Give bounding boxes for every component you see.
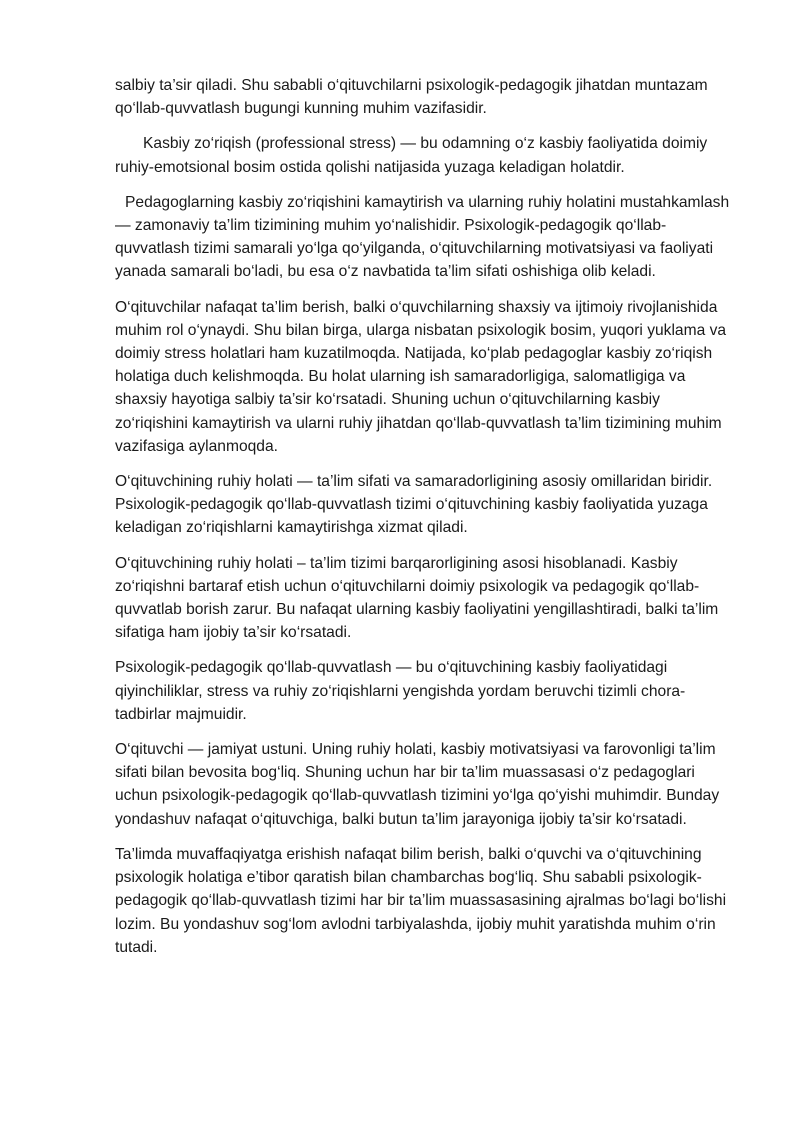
paragraph-continuation: salbiy ta’sir qiladi. Shu sababli o‘qituvchilarni psixologik-pedagogik jihatdan muntazam qo‘llab-quvvatlash bugungi kunning muhim vazifasidir.	[115, 77, 708, 118]
paragraph-mental-state-stability: O‘qituvchining ruhiy holati – ta’lim tizimi barqarorligining asosi hisoblanadi. Kasbiy zo‘riqishni bartaraf etish uchun o‘qituvchilarni doimiy psixologik va pedagogik qo‘llab-quvvatlab borish zarur. Bu nafaqat ularning kasbiy faoliyatini yengillashtiradi, balki ta’lim sifatiga ham ijobiy ta’sir ko‘rsatadi.	[115, 554, 719, 642]
paragraph-success-in-education: Ta’limda muvaffaqiyatga erishish nafaqat bilim berish, balki o‘quvchi va o‘qituvchining psixologik holatiga e’tibor qaratish bilan chambarchas bog‘liq. Shu sababli psixologik-pedagogik qo‘llab-quvvatlash tizimi har bir ta’lim muassasasining ajralmas bo‘lagi bo‘lishi lozim. Bu yondashuv sog‘lom avlodni tarbiyalashda, ijobiy muhit yaratishda muhim o‘rin tutadi.	[115, 845, 727, 956]
paragraph-support-definition: Psixologik-pedagogik qo‘llab-quvvatlash — bu o‘qituvchining kasbiy faoliyatidagi qiyinchiliklar, stress va ruhiy zo‘riqishlarni yengishda yordam beruvchi tizimli chora-tadbirlar majmuidir.	[115, 659, 686, 723]
document-page	[115, 74, 731, 971]
paragraph-teachers-role: O‘qituvchilar nafaqat ta’lim berish, balki o‘quvchilarning shaxsiy va ijtimoiy rivojlanishida muhim rol o‘ynaydi. Shu bilan birga, ularga nisbatan psixologik bosim, yuqori yuklama va doimiy stress holatlari ham kuzatilmoqda. Natijada, ko‘plab pedagoglar kasbiy zo‘riqish holatiga duch kelishmoqda. Bu holat ularning ish samaradorligiga, salomatligiga va shaxsiy hayotiga salbiy ta’sir ko‘rsatadi. Shuning uchun o‘qituvchilarning kasbiy zo‘riqishini kamaytirish va ularni ruhiy jihatdan qo‘llab-quvvatlash ta’lim tizimining muhim vazifasiga aylanmoqda.	[115, 298, 727, 455]
paragraph-mental-state-quality: O‘qituvchining ruhiy holati — ta’lim sifati va samaradorligining asosiy omillaridan biridir. Psixologik-pedagogik qo‘llab-quvvatlash tizimi o‘qituvchining kasbiy faoliyatida yuzaga keladigan zo‘riqishlarni kamaytirishga xizmat qiladi.	[115, 473, 713, 537]
paragraph-reducing-stress: Pedagoglarning kasbiy zo‘riqishini kamaytirish va ularning ruhiy holatini mustahkamlash — zamonaviy ta’lim tizimining muhim yo‘nalishidir. Psixologik-pedagogik qo‘llab-quvvatlash tizimi samarali yo‘lga qo‘yilganda, o‘qituvchilarning motivatsiyasi va faoliyati yanada samarali bo‘ladi, bu esa o‘z navbatida ta’lim sifati oshishiga olib keladi.	[115, 193, 730, 281]
paragraph-teacher-pillar: O‘qituvchi — jamiyat ustuni. Uning ruhiy holati, kasbiy motivatsiyasi va farovonligi ta’lim sifati bilan bevosita bog‘liq. Shuning uchun har bir ta’lim muassasasi o‘z pedagoglari uchun psixologik-pedagogik qo‘llab-quvvatlash tizimini yo‘lga qo‘yishi muhimdir. Bunday yondashuv nafaqat o‘qituvchiga, balki butun ta’lim jarayoniga ijobiy ta’sir ko‘rsatadi.	[115, 741, 720, 828]
paragraph-professional-stress-definition: Kasbiy zo‘riqish (professional stress) — bu odamning o‘z kasbiy faoliyatida doimiy ruhiy-emotsional bosim ostida qolishi natijasida yuzaga keladigan holatdir.	[115, 135, 708, 176]
